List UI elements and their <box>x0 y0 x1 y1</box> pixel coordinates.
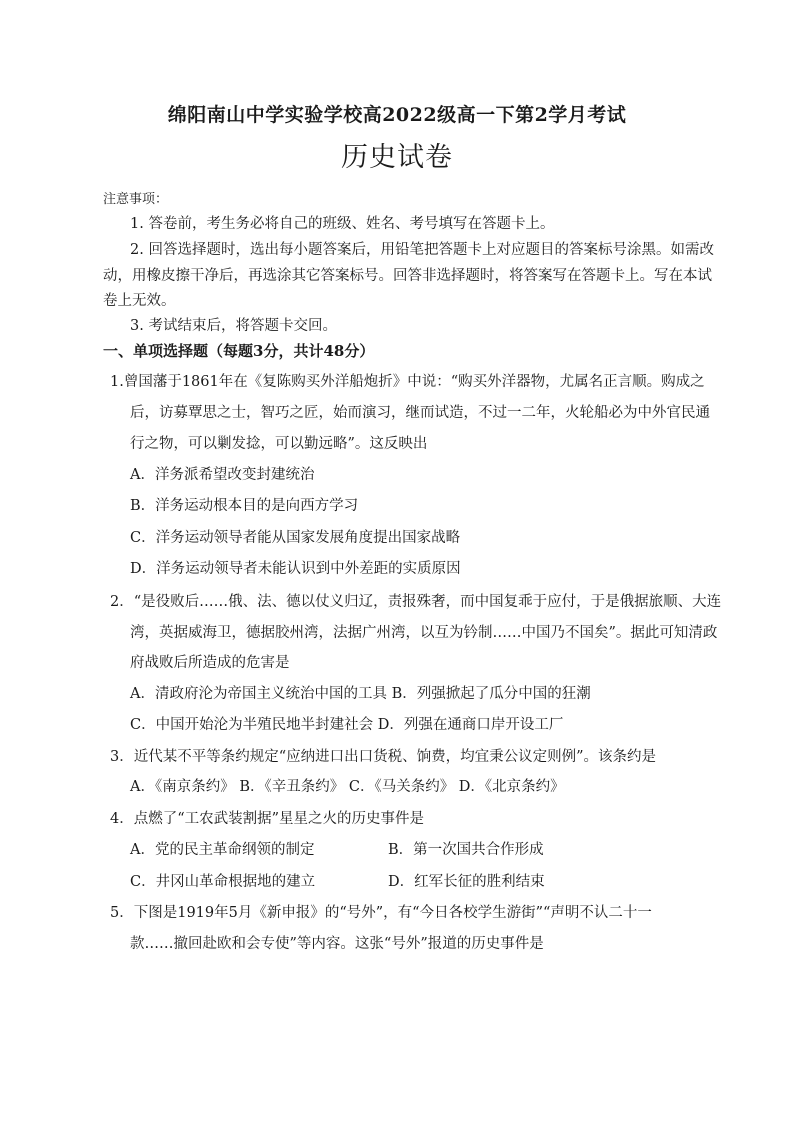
question-4-line-1: 4．点燃了“工农武装割据”星星之火的历史事件是 <box>110 811 425 827</box>
section-heading: 一、单项选择题（每题3分，共计48分） <box>103 342 375 360</box>
question-4-option-a: A．党的民主革命纲领的制定 <box>130 842 315 858</box>
question-4-option-b: B．第一次国共合作形成 <box>388 842 544 858</box>
question-1-line-2: 后，访募覃思之士，智巧之匠，始而演习，继而试造，不过一二年，火轮船必为中外官民通 <box>130 405 710 421</box>
exam-title: 绵阳南山中学实验学校高2022级高一下第2学月考试 <box>167 104 627 126</box>
question-4-option-d: D．红军长征的胜利结束 <box>388 874 545 890</box>
question-5-line-1: 5．下图是1919年5月《新申报》的“号外”，有“今日各校学生游街”“声明不认二十一 <box>110 905 652 921</box>
question-2-line-2: 湾，英据威海卫，德据胶州湾，法据广州湾，以互为钤制……中国乃不国矣”。据此可知清政 <box>130 625 718 641</box>
question-1-option-d: D．洋务运动领导者未能认识到中外差距的实质原因 <box>130 561 461 577</box>
question-3-line-1: 3．近代某不平等条约规定“应纳进口出口货税、饷费，均宜秉公议定则例”。该条约是 <box>110 749 657 765</box>
notice-heading: 注意事项： <box>103 192 169 207</box>
question-1-line-3: 行之物，可以剿发捻，可以勤远略”。这反映出 <box>130 436 428 452</box>
question-2-options-cd: C．中国开始沦为半殖民地半封建社会 D．列强在通商口岸开设工厂 <box>130 717 564 733</box>
question-2-options-ab: A．清政府沦为帝国主义统治中国的工具 B．列强掀起了瓜分中国的狂潮 <box>130 686 591 702</box>
question-4-option-c: C．井冈山革命根据地的建立 <box>130 874 316 890</box>
notice-item-2-line-1: 2. 回答选择题时，选出每小题答案后，用铅笔把答题卡上对应题目的答案标号涂黑。如需改 <box>130 242 714 258</box>
question-3-options: A．《南京条约》 B．《辛丑条约》 C．《马关条约》 D．《北京条约》 <box>130 779 565 795</box>
notice-item-2-line-2: 动，用橡皮擦干净后，再选涂其它答案标号。回答非选择题时，将答案写在答题卡上。写在本试 <box>103 268 712 284</box>
question-2-line-3: 府战败后所造成的危害是 <box>130 655 290 671</box>
notice-item-2-line-3: 卷上无效。 <box>103 293 176 309</box>
exam-subtitle: 历史试卷 <box>341 142 453 173</box>
question-1-option-a: A．洋务派希望改变封建统治 <box>130 467 315 483</box>
question-5-line-2: 款……撤回赴欧和会专使”等内容。这张“号外”报道的历史事件是 <box>130 936 544 952</box>
notice-item-3: 3. 考试结束后，将答题卡交回。 <box>130 318 337 334</box>
question-2-line-1: 2．“是役败后……俄、法、德以仗义归辽，责报殊奢，而中国复乖于应付，于是俄据旅顺、大连 <box>110 594 722 610</box>
question-1-option-c: C．洋务运动领导者能从国家发展角度提出国家战略 <box>130 530 461 546</box>
notice-item-1: 1. 答卷前，考生务必将自己的班级、姓名、考号填写在答题卡上。 <box>130 216 555 232</box>
question-1-option-b: B．洋务运动根本目的是向西方学习 <box>130 498 359 514</box>
question-1-line-1: 1.曾国藩于1861年在《复陈购买外洋船炮折》中说：“购买外洋器物，尤属名正言顺。购成之 <box>110 374 705 390</box>
